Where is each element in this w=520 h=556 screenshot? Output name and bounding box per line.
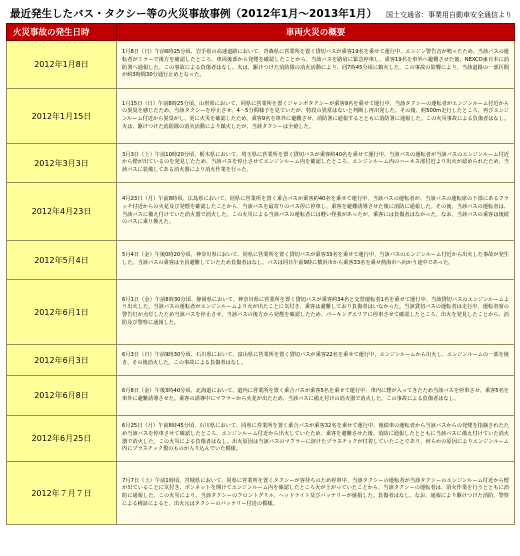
incident-date: 2012年6月3日 [7, 345, 117, 376]
incident-date: 2012年5月4日 [7, 241, 117, 280]
page-title: 最近発生したバス・タクシー等の火災事故事例（2012年1月～2013年1月） [10, 8, 378, 20]
table-row [7, 89, 515, 144]
incident-summary: 5月4日（金）午後0時20分頃、神奈川県において、同県に営業所を置く貸切バスが乗客33名を乗せて運行中、当該バスのエンジンルーム付近から出火した事故が発生した。当該バスの乗客は全員避難していたため負傷者はなし。バスは同日午前9時に横浜市から乗客33名を乗せ熱海市へ向かう途中であった。 [117, 241, 515, 280]
header-date: 火災事故の発生日時 [7, 24, 117, 41]
incident-summary: 6月25日（月）午前8時45分頃、石川県において、同県に営業所を置く乗合バスが乗客32名を乗せて運行中、後続車の運転者から当該バスからの発煙を指摘されたため当該バスを停車させて確認したところ、エンジンルーム付近から出火していたため、乗客を避難させた後、消防に通報したとともに当該バスに備え付けていた消火器で消火した。この火災による負傷者はなし。出火原因は当該バスのマフラーに溶けたプラスチックが付着していたことであり、何らかの原因によりエンジンルーム内にプラスチック製のものが入り込んでいた模様。 [117, 416, 515, 462]
incident-summary: 6月3日（日）午前9時30分頃、石川県において、富山県に営業所を置く貸切バスが乗客22名を乗せて運行中、エンジンルームから出火し、エンジンルームの一部を焼き、その後消火した。この事故による負傷者はなし。 [117, 345, 515, 376]
table-row [7, 280, 515, 345]
incident-summary: 1月8日（日）午前6時25分頃、岩手県の高速道路において、青森県に営業所を置く貸切バスが乗客19名を乗せて運行中、エンジン警告音が鳴ったため、当該バスの運転者がミラーで後方を確認したところ、車両後部から発煙を確認したことから、当該バスを路肩に緊急停車し、乗客19名を車外へ避難させた後、NEXCO東日本に消防署へ通報した。この事故による負傷者はなし。火は、駆けつけた消防隊の消火活動により、同7時45分頃に鎮火した。この事故の影響により、当該道路の一部区間が約3時間30分通行止めとなった。 [117, 41, 515, 89]
incident-date: 2012年1月15日 [7, 89, 117, 144]
header-summary: 車両火災の概要 [117, 24, 515, 41]
source-note: 国土交通省：事業用自動車安全通信より [386, 11, 512, 19]
incident-date: 2012年4月23日 [7, 183, 117, 241]
incident-date: 2012年6月1日 [7, 280, 117, 345]
incident-summary: 6月8日（金）午後3時40分頃、北海道において、道内に営業所を置く乗合バスが乗客5名を乗せて運行中、車内に煙が入ってきたため当該バスを停車させ、乗客5名を車外に避難誘導させた。乗客の誘導中にマフラーから火花が出たため、当該バスに備え付けの消火器で消火した。この事故による負傷者はなし。 [117, 376, 515, 416]
table-row [7, 183, 515, 241]
table-row [7, 416, 515, 462]
table-row [7, 462, 515, 525]
incident-summary: 4月23日（月）午前8時頃、広島県において、同県に営業所を置く乗合バスが乗客約40名を乗せて運行中、当該バスの運転者が、当該バスの運転席の下部にあるクラッチ付近からの火花及び発煙を確認したことから、当該バスを最寄りのバス停に停車し、乗客を避難誘導させた後に消防に通報した。その後、当該バスの運転者は、当該バスに備え付けていた消火器で消火した。この火災による当該バスの運転者には軽い怪我があったが、乗客には負傷者はなかった。なお、当該バスの乗客は後続のバスに乗り換えた。 [117, 183, 515, 241]
incident-date: 2012年７月７日 [7, 462, 117, 525]
incident-summary: 1月15日（日）午前8時25分頃、山形県において、同県に営業所を置くジャンボタクシーが乗客9名を乗せて運行中、当該タクシーの運転者がエンジンルーム付近からの異臭を感じたため、当該タクシーを停止させ、4～5分間様子を見ていたが、特段の異常はないと判断し再出発した。その後、約500m走行したところ、再びエンジンルーム付近から異臭がし、更に火災を確認したため、乗客9名を車外に避難させ、消防署に通報するとともに消防署に通報した。この火災事故による負傷者はなし。火は、駆けつけた消防隊の消火活動により鎮火したが、当該タクシーは全焼した。 [117, 89, 515, 144]
table-row [7, 376, 515, 416]
incident-date: 2012年6月25日 [7, 416, 117, 462]
incident-summary: 3月3日（土）午前10時20分頃、栃木県において、埼玉県に営業所を置く貸切バスが乗客約40名を乗せて運行中、当該バスの運転者が当該バスのエンジンルーム付近から煙が出ているのを発見したため、当該バスを停止させてエンジンルーム内を確認したところ、エンジンルーム内のハーネス部付近より出火が認められたため、当該バスに装備してある消火器により消火作業を行った。 [117, 144, 515, 183]
table-row [7, 241, 515, 280]
table-row [7, 144, 515, 183]
incident-table [6, 23, 515, 525]
table-row [7, 345, 515, 376]
incident-date: 2012年3月3日 [7, 144, 117, 183]
incident-summary: 6月1日（金）午前8時30分頃、静岡県において、神奈川県に営業所を置く貸切バスが乗客約34名と交替運転者1名を乗せて運行中、当該貸切バスのエンジンルームより出火した。当該バスの運転者がエンジンルームより火が出たことに気付き、乗客は避難しており負傷者はいなかった。当該貸切バスの運転者は走行中、運転者席の警告灯が点灯したため当該バスを停止させ、当該バスの後方から発煙を確認したため、パーキングエリアに停車させて確認したところ、出火を発見したことから、消防及び警察に通報した。 [117, 280, 515, 345]
incident-date: 2012年6月8日 [7, 376, 117, 416]
table-body [7, 41, 515, 525]
table-row [7, 41, 515, 89]
incident-date: 2012年1月8日 [7, 41, 117, 89]
incident-summary: 7月7日（土）午前1時頃、宮城県において、同県に営業所を置くタクシーが客待ちのため停車中、当該タクシーの運転者が当該タクシーのエンジンルーム付近から煙が出ていることに気付き、ボンネットを開けてエンジンルーム内を確認したところ火が上がっていたことから、当該タクシーの運転者は、消火作業を行うとともに消防に通報した。この火災により、当該タクシーのフロントグリル、ヘッドライト及びバッテリーが焼損した。負傷者はなし。なお、通報により駆けつけた消防、警察による検証によると、出火元はタクシーのバッテリー付近の模様。 [117, 462, 515, 525]
table-header-row [7, 24, 515, 41]
